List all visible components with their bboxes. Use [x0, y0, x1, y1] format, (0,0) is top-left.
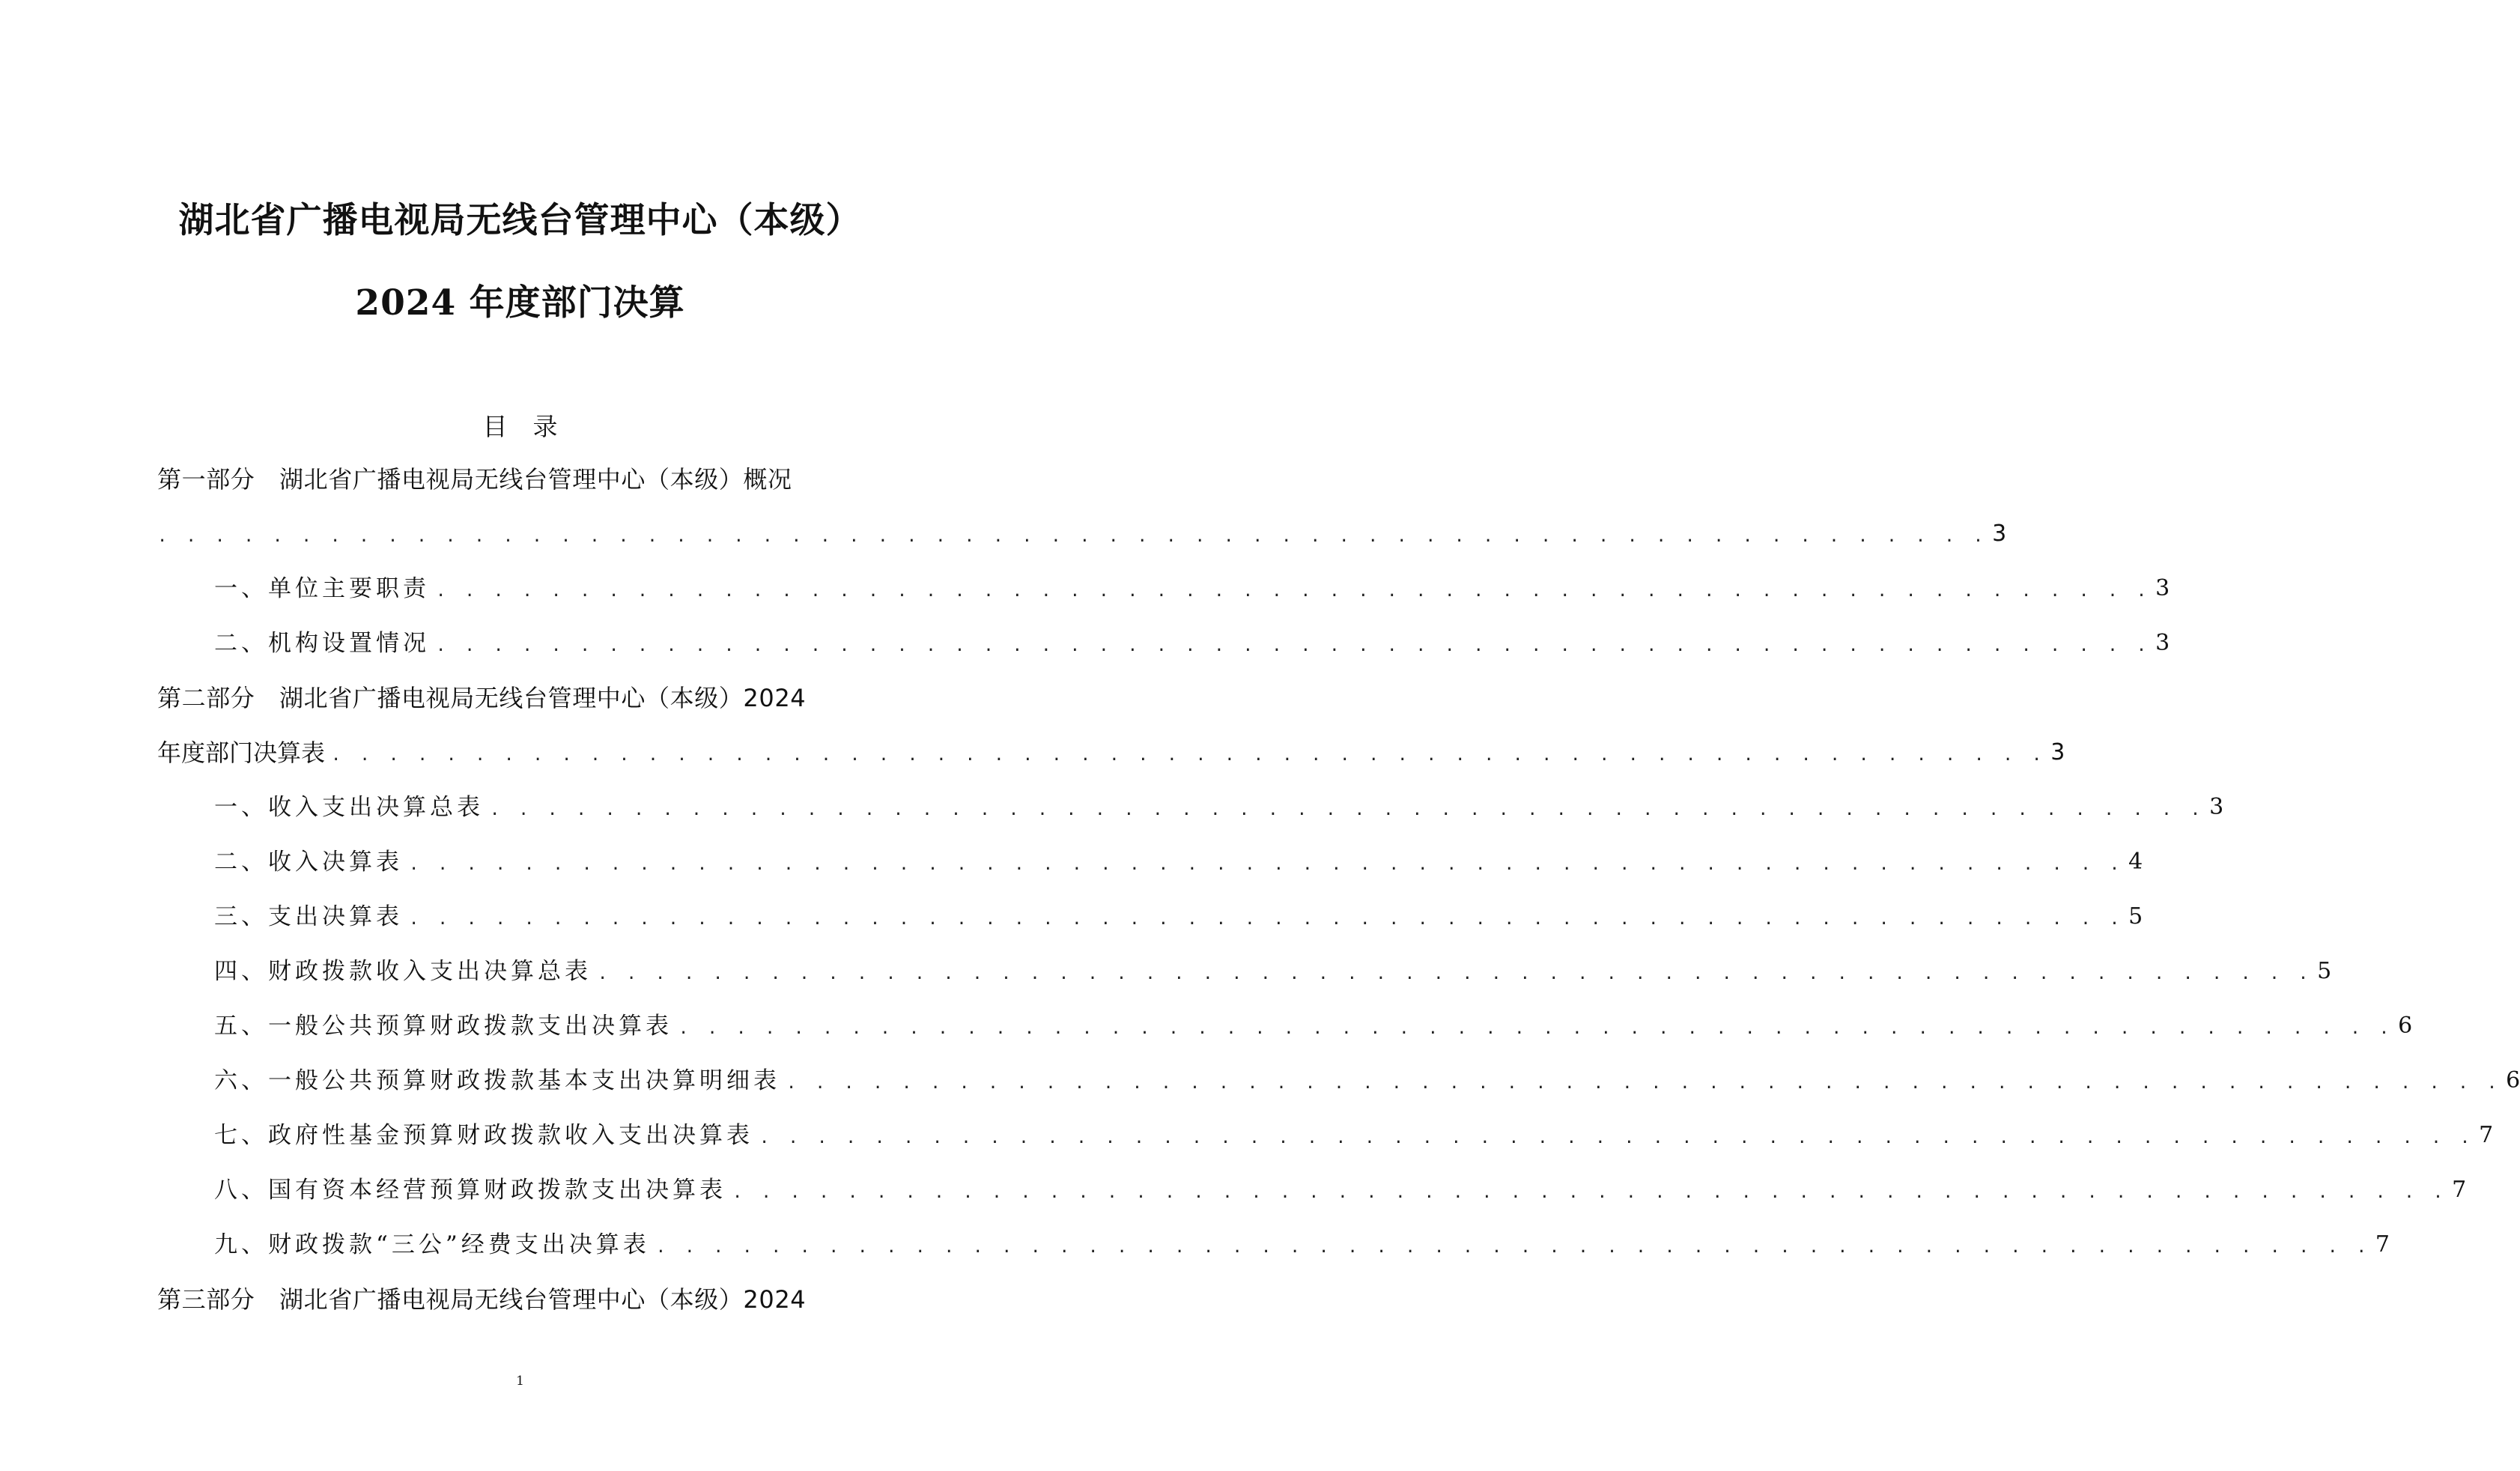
toc-item-label: 一、收入支出决算总表	[214, 794, 484, 821]
dot-leader: . . . . . . . . . . . . . . . . . . . . . . . . . . . . . . . . . . . . . . . . . . . . . . . . . . . . . . . . . . . .	[436, 582, 2152, 601]
toc-part1-heading[interactable]	[157, 460, 887, 496]
page-number: 1	[516, 1374, 524, 1389]
toc-item-label: 三、支出决算表	[214, 903, 403, 930]
toc-item-label: 二、机构设置情况	[214, 630, 430, 657]
toc-item-label: 九、财政拨款“三公”经费支出决算表	[214, 1231, 650, 1258]
toc-part3-heading[interactable]	[157, 1280, 887, 1316]
toc-item-page: 7	[2375, 1231, 2390, 1258]
dot-leader: . . . . . . . . . . . . . . . . . . . . . . . . . . . . . . . . . . . . . . . . . . . . . . . . . . . . . . . . . . . .	[598, 965, 2313, 983]
toc-item-label: 八、国有资本经营预算财政拨款支出决算表	[214, 1177, 726, 1204]
toc-part2-page: 3	[2050, 739, 2065, 765]
toc-item-page: 6	[2506, 1067, 2520, 1094]
toc-item-page: 3	[2155, 630, 2170, 656]
toc-item[interactable]	[214, 952, 2332, 988]
toc-part2-heading-cont[interactable]	[157, 733, 2065, 769]
toc-part2-label-line1: 第二部分 湖北省广播电视局无线台管理中心（本级）2024	[157, 684, 807, 712]
toc-part2-heading[interactable]	[157, 679, 887, 715]
document-subtitle: 2024 年度部门决算	[355, 282, 685, 324]
toc-item[interactable]	[214, 1116, 2494, 1152]
toc-part1-page: 3	[1992, 521, 2007, 547]
toc-heading: 目录	[482, 412, 583, 441]
toc-item[interactable]	[214, 1007, 2413, 1043]
dot-leader: . . . . . . . . . . . . . . . . . . . . . . . . . . . . . . . . . . . . . . . . . . . . . . . . . . . . . . . . . . . .	[409, 910, 2125, 929]
toc-item-label: 二、收入决算表	[214, 849, 403, 876]
dot-leader: . . . . . . . . . . . . . . . . . . . . . . . . . . . . . . . . . . . . . . . . . . . . . . . . . . . . . . . . . . . . . . . .	[157, 527, 1988, 546]
toc-item-page: 5	[2128, 903, 2143, 929]
toc-item[interactable]	[214, 897, 2143, 933]
dot-leader: . . . . . . . . . . . . . . . . . . . . . . . . . . . . . . . . . . . . . . . . . . . . . . . . . . . . . . . . . . . .	[678, 1019, 2394, 1038]
toc-item-page: 3	[2209, 794, 2224, 820]
toc-item[interactable]	[214, 1225, 2390, 1261]
toc-item-page: 7	[2479, 1122, 2494, 1148]
dot-leader: . . . . . . . . . . . . . . . . . . . . . . . . . . . . . . . . . . . . . . . . . . . . . . . . . . . . . . . . . . . .	[759, 1129, 2475, 1147]
toc-item[interactable]	[214, 624, 2170, 660]
dot-leader: . . . . . . . . . . . . . . . . . . . . . . . . . . . . . . . . . . . . . . . . . . . . . . . . . . . . . . . . . . . .	[331, 746, 2047, 765]
toc-item-page: 7	[2452, 1177, 2467, 1203]
dot-leader: . . . . . . . . . . . . . . . . . . . . . . . . . . . . . . . . . . . . . . . . . . . . . . . . . . . . . . . . . . . .	[732, 1183, 2448, 1202]
toc-item-page: 6	[2398, 1013, 2413, 1039]
toc-item-label: 七、政府性基金预算财政拨款收入支出决算表	[214, 1122, 753, 1149]
toc-part1-leader-line[interactable]	[157, 515, 2007, 551]
document-title: 湖北省广播电视局无线台管理中心（本级）	[178, 200, 862, 241]
toc-item-label: 一、单位主要职责	[214, 575, 430, 602]
toc-item-label: 五、一般公共预算财政拨款支出决算表	[214, 1013, 672, 1040]
toc-item-label: 六、一般公共预算财政拨款基本支出决算明细表	[214, 1067, 780, 1094]
dot-leader: . . . . . . . . . . . . . . . . . . . . . . . . . . . . . . . . . . . . . . . . . . . . . . . . . . . . . . . . . . . .	[490, 801, 2205, 819]
dot-leader: . . . . . . . . . . . . . . . . . . . . . . . . . . . . . . . . . . . . . . . . . . . . . . . . . . . . . . . . . . . .	[786, 1074, 2502, 1093]
toc-item-label: 四、财政拨款收入支出决算总表	[214, 958, 592, 985]
dot-leader: . . . . . . . . . . . . . . . . . . . . . . . . . . . . . . . . . . . . . . . . . . . . . . . . . . . . . . . . . . . .	[655, 1238, 2371, 1257]
toc-item[interactable]	[214, 1061, 2520, 1097]
toc-item[interactable]	[214, 569, 2170, 605]
toc-item[interactable]	[214, 788, 2224, 824]
toc-item[interactable]	[214, 1171, 2467, 1207]
toc-item[interactable]	[214, 843, 2143, 879]
toc-part2-label-line2: 年度部门决算表	[157, 738, 326, 767]
toc-item-page: 3	[2155, 575, 2170, 601]
toc-part1-label: 第一部分 湖北省广播电视局无线台管理中心（本级）概况	[157, 465, 792, 494]
dot-leader: . . . . . . . . . . . . . . . . . . . . . . . . . . . . . . . . . . . . . . . . . . . . . . . . . . . . . . . . . . . .	[436, 637, 2152, 655]
toc-part3-label-line1: 第三部分 湖北省广播电视局无线台管理中心（本级）2024	[157, 1285, 807, 1314]
toc-item-page: 4	[2128, 849, 2143, 875]
toc-item-page: 5	[2317, 958, 2332, 984]
dot-leader: . . . . . . . . . . . . . . . . . . . . . . . . . . . . . . . . . . . . . . . . . . . . . . . . . . . . . . . . . . . .	[409, 855, 2125, 874]
